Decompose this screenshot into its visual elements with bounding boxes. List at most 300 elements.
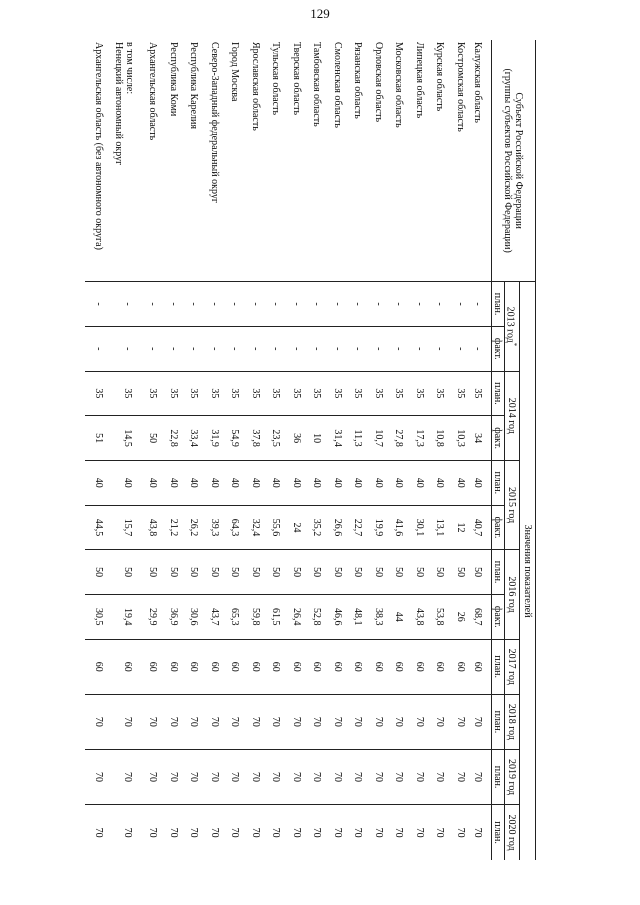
region-name: Тверская область [290,42,302,116]
year-header [504,550,519,639]
value-cell: 50 [307,550,328,595]
indicators-header: Значения показателей [520,282,536,860]
value-cell: 35 [430,371,451,416]
value-cell: 50 [143,550,164,595]
value-cell: 23,5 [266,416,287,461]
footnote-asterisk: * [510,342,518,347]
region-name: Рязанская область [352,42,364,119]
value-cell: 70 [368,749,389,804]
value-cell: - [389,282,410,327]
value-cell: 68,7 [471,594,492,639]
value-cell: 50 [430,550,451,595]
table-row [327,40,348,860]
value-cell: 46,6 [327,594,348,639]
value-cell: 50 [409,550,430,595]
value-cell: 70 [143,805,164,860]
value-cell: 50 [143,416,164,461]
value-cell: 70 [450,805,471,860]
table-row [204,40,225,860]
value-cell: 70 [307,805,328,860]
value-cell: - [184,326,205,371]
table-row [85,40,113,860]
value-cell: 40 [348,460,369,505]
value-cell: - [348,282,369,327]
region-name-cell [471,40,492,282]
table-row [389,40,410,860]
region-name-cell [143,40,164,282]
value-cell: 50 [163,550,184,595]
value-cell: 53,8 [430,594,451,639]
year-header [504,282,519,371]
value-cell: 70 [286,694,307,749]
value-cell: 50 [113,550,143,595]
value-cell: 50 [368,550,389,595]
value-cell: 50 [184,550,205,595]
region-name-cell [184,40,205,282]
value-cell: 51 [85,416,113,461]
table-body [85,40,492,860]
plan-fact-header: факт. [491,505,504,550]
value-cell: 12 [450,505,471,550]
value-cell: 40 [389,460,410,505]
value-cell: 40 [204,460,225,505]
value-cell: - [266,326,287,371]
value-cell: 37,8 [245,416,266,461]
year-label: 2014 год [506,397,518,434]
value-cell: 60 [450,639,471,694]
region-name: Город Москва [229,42,241,102]
value-cell: 70 [307,694,328,749]
plan-fact-header: план. [491,282,504,327]
region-name: Республика Карелия [188,42,200,129]
region-name: Тамбовская область [311,42,323,127]
plan-fact-header: факт. [491,326,504,371]
value-cell: - [143,326,164,371]
value-cell: - [113,282,143,327]
value-cell: 70 [286,749,307,804]
value-cell: 26 [450,594,471,639]
value-cell: 10,8 [430,416,451,461]
value-cell: - [409,282,430,327]
value-cell: 50 [85,550,113,595]
table-row [450,40,471,860]
value-cell: 70 [409,694,430,749]
value-cell: 35 [163,371,184,416]
plan-fact-header: факт. [491,416,504,461]
plan-fact-header: план. [491,550,504,595]
plan-fact-header: план. [491,639,504,694]
value-cell: 40,7 [471,505,492,550]
year-header [504,460,519,549]
year-header [504,749,519,804]
value-cell: 13,1 [430,505,451,550]
value-cell: 19,9 [368,505,389,550]
region-name-cell [266,40,287,282]
region-name: Тульская область [270,42,282,116]
value-cell: 30,1 [409,505,430,550]
value-cell: 70 [266,694,287,749]
value-cell: - [348,326,369,371]
region-name: Архангельская область (без автономного округа) [93,42,105,250]
year-header [504,639,519,694]
value-cell: 39,3 [204,505,225,550]
value-cell: 40 [368,460,389,505]
value-cell: 35 [204,371,225,416]
subject-header-line1: Субъект Российской Федерации [513,92,525,229]
region-name-cell [450,40,471,282]
region-name: Липецкая область [413,42,425,119]
value-cell: 70 [204,805,225,860]
value-cell: 54,9 [225,416,246,461]
table-row [430,40,451,860]
region-name-cell [368,40,389,282]
value-cell: 70 [348,805,369,860]
value-cell: 38,3 [368,594,389,639]
value-cell: 61,5 [266,594,287,639]
value-cell: - [85,326,113,371]
value-cell: 40 [327,460,348,505]
value-cell: 50 [348,550,369,595]
value-cell: 70 [204,694,225,749]
value-cell: 70 [471,805,492,860]
value-cell: 70 [225,749,246,804]
value-cell: 70 [409,749,430,804]
plan-fact-header: факт. [491,594,504,639]
value-cell: 70 [327,749,348,804]
subject-header [491,40,535,282]
value-cell: - [327,282,348,327]
value-cell: 60 [266,639,287,694]
value-cell: 59,8 [245,594,266,639]
value-cell: 35 [368,371,389,416]
value-cell: 36 [286,416,307,461]
region-name-cell [409,40,430,282]
value-cell: 35 [327,371,348,416]
value-cell: 40 [471,460,492,505]
value-cell: 35 [389,371,410,416]
table-row [471,40,492,860]
value-cell: - [225,326,246,371]
value-cell: 40 [450,460,471,505]
value-cell: 48,1 [348,594,369,639]
rotated-table-page [93,40,536,860]
value-cell: 70 [245,805,266,860]
value-cell: - [368,326,389,371]
region-name-cell [113,40,143,282]
value-cell: - [307,326,328,371]
value-cell: 60 [368,639,389,694]
region-name: Ярославская область [249,42,261,131]
region-name-cell [245,40,266,282]
value-cell: 26,6 [327,505,348,550]
indicators-table [85,40,536,860]
value-cell: 70 [266,805,287,860]
value-cell: 50 [327,550,348,595]
value-cell: 70 [409,805,430,860]
year-label: 2019 год [506,758,518,796]
value-cell: 70 [327,694,348,749]
value-cell: 35 [409,371,430,416]
plan-fact-header: план. [491,460,504,505]
value-cell: 70 [471,694,492,749]
header-row-indicators [520,40,536,860]
value-cell: 32,4 [245,505,266,550]
value-cell: 35 [143,371,164,416]
value-cell: 19,4 [113,594,143,639]
value-cell: - [389,326,410,371]
value-cell: - [85,282,113,327]
value-cell: - [327,326,348,371]
value-cell: 60 [85,639,113,694]
value-cell: 60 [307,639,328,694]
value-cell: - [113,326,143,371]
value-cell: 29,9 [143,594,164,639]
value-cell: 60 [430,639,451,694]
value-cell: - [409,326,430,371]
value-cell: 70 [327,805,348,860]
plan-fact-header: план. [491,371,504,416]
region-name-cell [307,40,328,282]
value-cell: 24 [286,505,307,550]
value-cell: 35 [348,371,369,416]
value-cell: - [450,282,471,327]
value-cell: 40 [143,460,164,505]
table-row [184,40,205,860]
value-cell: - [163,326,184,371]
value-cell: 50 [266,550,287,595]
value-cell: 70 [389,694,410,749]
region-name: Орловская область [372,42,384,123]
value-cell: 52,8 [307,594,328,639]
value-cell: 70 [143,694,164,749]
value-cell: 33,4 [184,416,205,461]
value-cell: 40 [113,460,143,505]
region-name: Смоленская область [331,42,343,128]
region-name-cell [225,40,246,282]
value-cell: 60 [471,639,492,694]
value-cell: 30,5 [85,594,113,639]
value-cell: 50 [389,550,410,595]
value-cell: 60 [286,639,307,694]
value-cell: 22,8 [163,416,184,461]
value-cell: 70 [163,805,184,860]
value-cell: 30,6 [184,594,205,639]
region-name-cell [389,40,410,282]
region-name-cell [430,40,451,282]
value-cell: - [143,282,164,327]
value-cell: - [450,326,471,371]
value-cell: - [286,282,307,327]
subject-header-line2: (группы субъектов Российской Федерации) [502,68,514,253]
year-label: 2017 год [506,648,518,685]
table-row [348,40,369,860]
value-cell: - [368,282,389,327]
region-name: Ненецкий автономный округ [112,42,124,166]
value-cell: 60 [113,639,143,694]
value-cell: 35 [471,371,492,416]
value-cell: 31,9 [204,416,225,461]
value-cell: 35 [85,371,113,416]
value-cell: 70 [163,749,184,804]
value-cell: 35 [184,371,205,416]
value-cell: 70 [85,805,113,860]
table-row [143,40,164,860]
value-cell: 70 [430,805,451,860]
value-cell: 70 [85,694,113,749]
value-cell: 14,5 [113,416,143,461]
value-cell: - [225,282,246,327]
value-cell: 70 [113,749,143,804]
value-cell: - [430,326,451,371]
region-name-cell [348,40,369,282]
value-cell: 50 [286,550,307,595]
value-cell: 60 [184,639,205,694]
value-cell: 35 [450,371,471,416]
value-cell: - [471,282,492,327]
plan-fact-header: план. [491,694,504,749]
value-cell: 70 [430,749,451,804]
table-row [266,40,287,860]
value-cell: 35 [307,371,328,416]
value-cell: 40 [307,460,328,505]
plan-fact-header: план. [491,805,504,860]
table-row [225,40,246,860]
value-cell: 55,6 [266,505,287,550]
value-cell: 70 [430,694,451,749]
region-name: Курская область [434,42,446,112]
row-group-prefix: в том числе: [123,42,135,95]
year-label: 2016 год [506,576,518,613]
table-row [163,40,184,860]
value-cell: 70 [307,749,328,804]
value-cell: 40 [85,460,113,505]
region-name: Архангельская область [147,42,159,141]
value-cell: 64,3 [225,505,246,550]
value-cell: 35 [266,371,287,416]
value-cell: 60 [143,639,164,694]
value-cell: 40 [286,460,307,505]
value-cell: 70 [163,694,184,749]
value-cell: 40 [163,460,184,505]
value-cell: 70 [286,805,307,860]
value-cell: 70 [113,805,143,860]
table-row [409,40,430,860]
region-name: Северо-Западный федеральный округ [208,42,220,203]
value-cell: 60 [389,639,410,694]
value-cell: 70 [85,749,113,804]
value-cell: 70 [245,749,266,804]
value-cell: - [430,282,451,327]
value-cell: 70 [368,805,389,860]
value-cell: 10,7 [368,416,389,461]
value-cell: - [245,326,266,371]
region-name-cell [327,40,348,282]
value-cell: - [163,282,184,327]
value-cell: 15,7 [113,505,143,550]
value-cell: 40 [409,460,430,505]
value-cell: - [184,282,205,327]
value-cell: 40 [430,460,451,505]
value-cell: 40 [225,460,246,505]
value-cell: 70 [204,749,225,804]
value-cell: 50 [204,550,225,595]
value-cell: - [204,326,225,371]
region-name: Республика Коми [167,42,179,117]
value-cell: 40 [184,460,205,505]
value-cell: 40 [266,460,287,505]
value-cell: - [266,282,287,327]
value-cell: 35,2 [307,505,328,550]
value-cell: 50 [471,550,492,595]
value-cell: 60 [327,639,348,694]
value-cell: 35 [245,371,266,416]
value-cell: 36,9 [163,594,184,639]
value-cell: 70 [113,694,143,749]
value-cell: 70 [143,749,164,804]
region-name: Костромская область [454,42,466,132]
region-name: Калужская область [472,42,484,123]
value-cell: 70 [389,805,410,860]
value-cell: 10 [307,416,328,461]
year-label: 2018 год [506,703,518,740]
value-cell: 60 [348,639,369,694]
value-cell: 60 [204,639,225,694]
value-cell: 22,7 [348,505,369,550]
document-code [0,848,2,891]
region-name-cell [204,40,225,282]
year-label: 2015 год [506,487,518,524]
year-header [504,371,519,460]
region-name: Московская область [393,42,405,128]
page-number: 129 [310,6,330,21]
value-cell: 35 [113,371,143,416]
value-cell: - [307,282,328,327]
region-name-cell [163,40,184,282]
value-cell: 35 [225,371,246,416]
value-cell: 60 [163,639,184,694]
value-cell: 50 [225,550,246,595]
value-cell: 50 [450,550,471,595]
value-cell: 60 [409,639,430,694]
table-row [307,40,328,860]
value-cell: 35 [286,371,307,416]
value-cell: 44 [389,594,410,639]
value-cell: 10,3 [450,416,471,461]
value-cell: 70 [348,749,369,804]
value-cell: 34 [471,416,492,461]
value-cell: 43,8 [143,505,164,550]
value-cell: 17,3 [409,416,430,461]
value-cell: 26,2 [184,505,205,550]
table-row [245,40,266,860]
value-cell: 65,3 [225,594,246,639]
value-cell: 70 [266,749,287,804]
value-cell: 40 [245,460,266,505]
year-header [504,805,519,860]
plan-fact-header: план. [491,749,504,804]
value-cell: 70 [450,749,471,804]
value-cell: 70 [225,694,246,749]
value-cell: 26,4 [286,594,307,639]
value-cell: - [245,282,266,327]
value-cell: 21,2 [163,505,184,550]
value-cell: - [286,326,307,371]
table-row [113,40,143,860]
value-cell: 70 [245,694,266,749]
value-cell: 70 [348,694,369,749]
value-cell: 50 [245,550,266,595]
region-name-cell [85,40,113,282]
